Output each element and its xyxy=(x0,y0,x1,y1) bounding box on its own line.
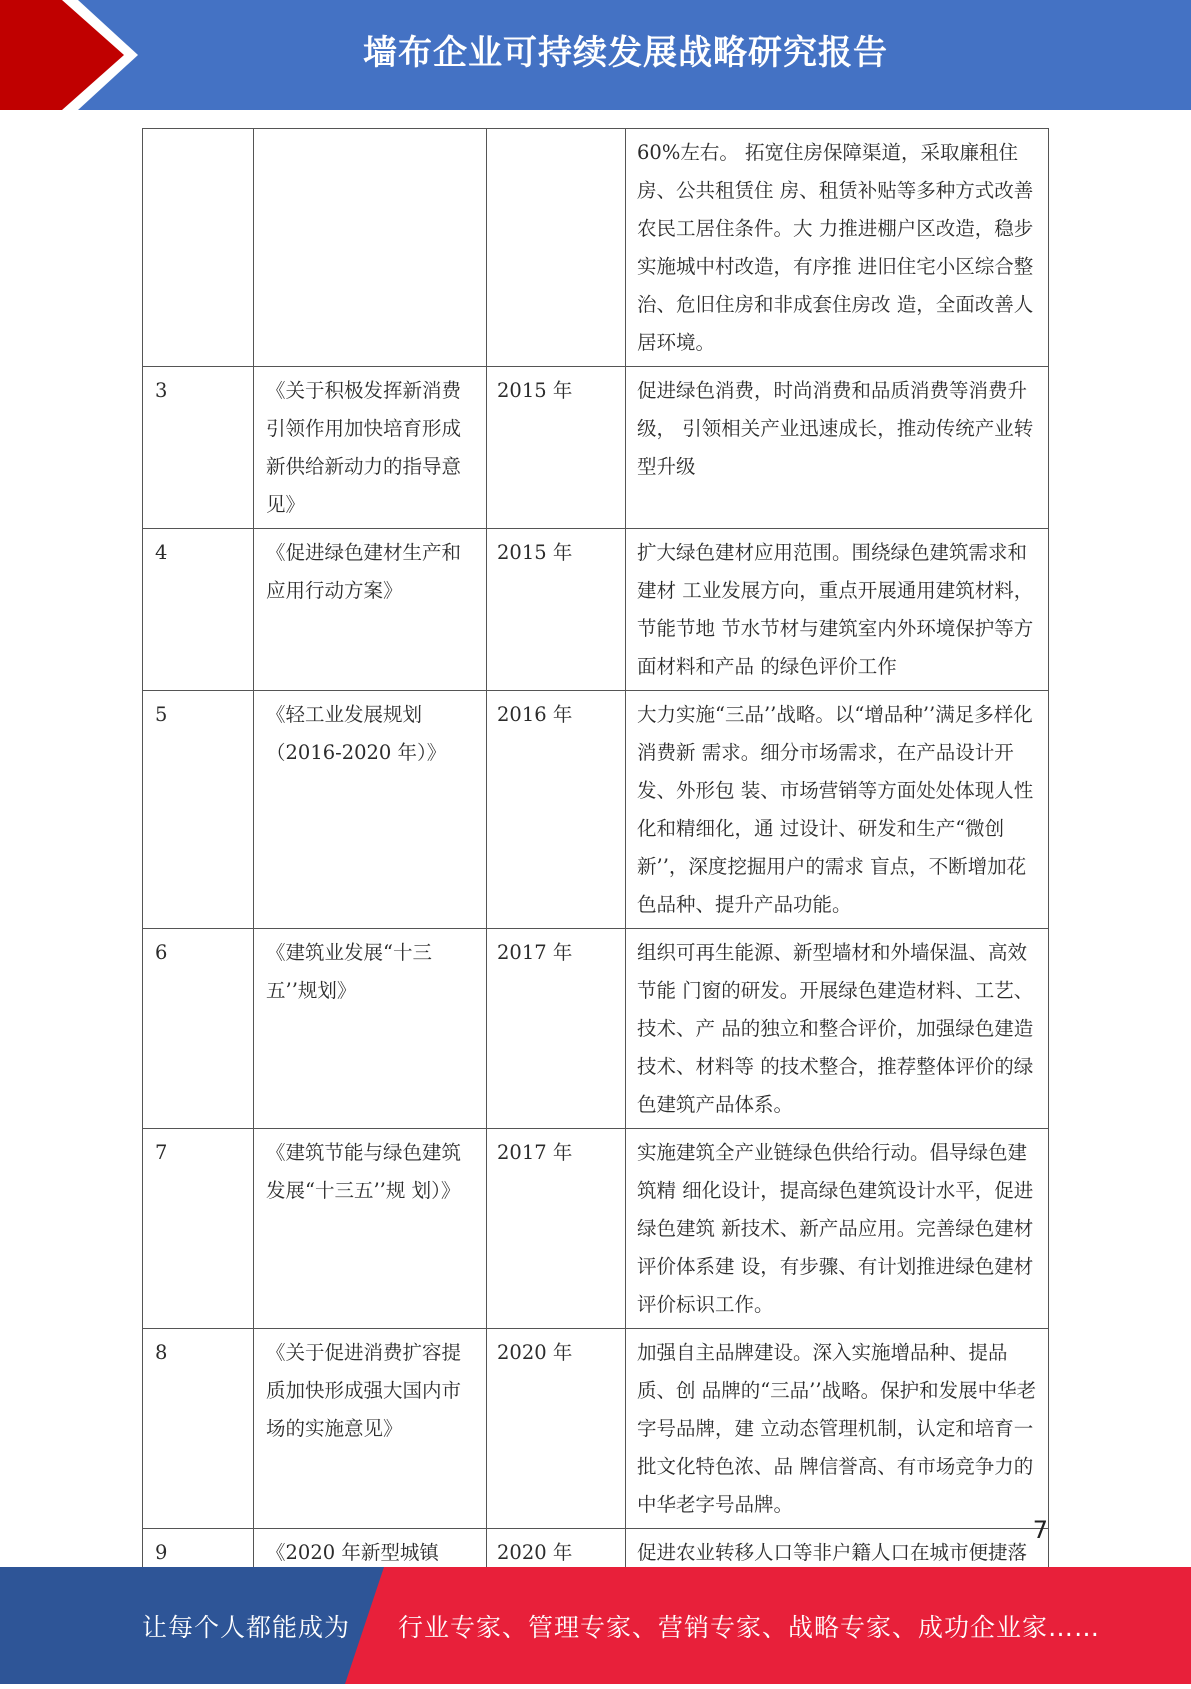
policy-description: 60%左右。 拓宽住房保障渠道，采取廉租住房、公共租赁住 房、租赁补贴等多种方式改善农民工居住条件。大 力推进棚户区改造，稳步实施城中村改造，有序推 进旧住宅小区综合整治、危旧住房和非成套住房改 造，全面改善人居环境。 xyxy=(637,141,1034,354)
policy-year: 2017 年 xyxy=(497,941,573,964)
policy-name-cell xyxy=(254,1329,487,1529)
row-number-cell xyxy=(143,691,254,929)
row-number-cell xyxy=(143,529,254,691)
policy-year: 2016 年 xyxy=(497,703,573,726)
row-number-cell xyxy=(143,129,254,367)
policy-year-cell xyxy=(487,691,626,929)
policy-name: 《建筑业发展“十三五’’规划》 xyxy=(266,941,432,1002)
policy-table xyxy=(142,128,1049,1577)
policy-description-cell xyxy=(626,691,1049,929)
policy-name-cell xyxy=(254,529,487,691)
policy-description: 组织可再生能源、新型墙材和外墙保温、高效节能 门窗的研发。开展绿色建造材料、工艺、技术、产 品的独立和整合评价，加强绿色建造技术、材料等 的技术整合，推荐整体评价的绿色建筑产品体系。 xyxy=(637,941,1034,1116)
table-row xyxy=(143,1329,1049,1529)
row-number: 9 xyxy=(155,1541,168,1564)
policy-description: 实施建筑全产业链绿色供给行动。倡导绿色建筑精 细化设计，提高绿色建筑设计水平，促进绿色建筑 新技术、新产品应用。完善绿色建材评价体系建 设，有步骤、有计划推进绿色建材评价标识工作。 xyxy=(637,1141,1034,1316)
table-row xyxy=(143,367,1049,529)
row-number: 4 xyxy=(155,541,168,564)
policy-description: 大力实施“三品’’战略。以“增品种’’满足多样化消费新 需求。细分市场需求，在产品设计开发、外形包 装、市场营销等方面处处体现人性化和精细化，通 过设计、研发和生产“微创新’’，深度挖掘用户的需求 盲点，不断增加花色品种、提升产品功能。 xyxy=(637,703,1034,916)
policy-year-cell xyxy=(487,1329,626,1529)
policy-name: 《促进绿色建材生产和应用行动方案》 xyxy=(266,541,462,602)
policy-year-cell xyxy=(487,1129,626,1329)
policy-description-cell xyxy=(626,929,1049,1129)
row-number-cell xyxy=(143,929,254,1129)
row-number-cell xyxy=(143,1329,254,1529)
row-number: 3 xyxy=(155,379,168,402)
policy-year-cell xyxy=(487,529,626,691)
footer-roles: 行业专家、管理专家、营销专家、战略专家、成功企业家…… xyxy=(398,1613,1101,1642)
policy-description-cell xyxy=(626,129,1049,367)
row-number: 7 xyxy=(155,1141,168,1164)
table-row xyxy=(143,1129,1049,1329)
policy-name-cell xyxy=(254,1129,487,1329)
page-number: 7 xyxy=(1032,1516,1048,1544)
policy-year-cell xyxy=(487,129,626,367)
policy-name xyxy=(266,129,478,138)
policy-name: 《轻工业发展规划（2016-2020 年）》 xyxy=(266,703,447,764)
row-number: 5 xyxy=(155,703,168,726)
policy-year: 2020 年 xyxy=(497,1541,573,1564)
policy-description-cell xyxy=(626,367,1049,529)
table-row xyxy=(143,529,1049,691)
page-header xyxy=(0,0,1191,110)
policy-name: 《建筑节能与绿色建筑发展“十三五’’规 划）》 xyxy=(266,1141,462,1202)
table-row xyxy=(143,691,1049,929)
policy-description: 促进农业转移人口等非户籍人口在城市便捷落 xyxy=(637,1541,1028,1564)
page-footer xyxy=(0,1567,1191,1684)
table-row xyxy=(143,929,1049,1129)
policy-year: 2015 年 xyxy=(497,379,573,402)
row-number: 6 xyxy=(155,941,168,964)
policy-name: 《关于促进消费扩容提质加快形成强大国内市场的实施意见》 xyxy=(266,1341,462,1440)
row-number: 8 xyxy=(155,1341,168,1364)
policy-description: 促进绿色消费，时尚消费和品质消费等消费升级， 引领相关产业迅速成长，推动传统产业转型升级 xyxy=(637,379,1034,478)
policy-name-cell xyxy=(254,929,487,1129)
policy-name: 《2020 年新型城镇 xyxy=(266,1541,439,1564)
policy-year: 2017 年 xyxy=(497,1141,573,1164)
policy-year xyxy=(497,129,625,138)
policy-year-cell xyxy=(487,929,626,1129)
policy-name: 《关于积极发挥新消费引领作用加快培育形成新供给新动力的指导意见》 xyxy=(266,379,462,516)
policy-year-cell xyxy=(487,367,626,529)
row-number xyxy=(155,129,253,138)
row-number-cell xyxy=(143,367,254,529)
policy-description-cell xyxy=(626,1129,1049,1329)
policy-description-cell xyxy=(626,1329,1049,1529)
policy-description: 加强自主品牌建设。深入实施增品种、提品质、创 品牌的“三品’’战略。保护和发展中华老字号品牌，建 立动态管理机制，认定和培育一批文化特色浓、品 牌信誉高、有市场竞争力的中华老字号品牌。 xyxy=(637,1341,1037,1516)
table-row xyxy=(143,129,1049,367)
row-number-cell xyxy=(143,1129,254,1329)
policy-name-cell xyxy=(254,367,487,529)
footer-slogan: 让每个人都能成为 xyxy=(142,1613,351,1642)
report-title: 墙布企业可持续发展战略研究报告 xyxy=(363,33,888,73)
policy-year: 2015 年 xyxy=(497,541,573,564)
policy-description: 扩大绿色建材应用范围。围绕绿色建筑需求和建材 工业发展方向，重点开展通用建筑材料，节能节地 节水节材与建筑室内外环境保护等方面材料和产品 的绿色评价工作 xyxy=(637,541,1034,678)
policy-name-cell xyxy=(254,691,487,929)
policy-name-cell xyxy=(254,129,487,367)
policy-description-cell xyxy=(626,529,1049,691)
policy-year: 2020 年 xyxy=(497,1341,573,1364)
